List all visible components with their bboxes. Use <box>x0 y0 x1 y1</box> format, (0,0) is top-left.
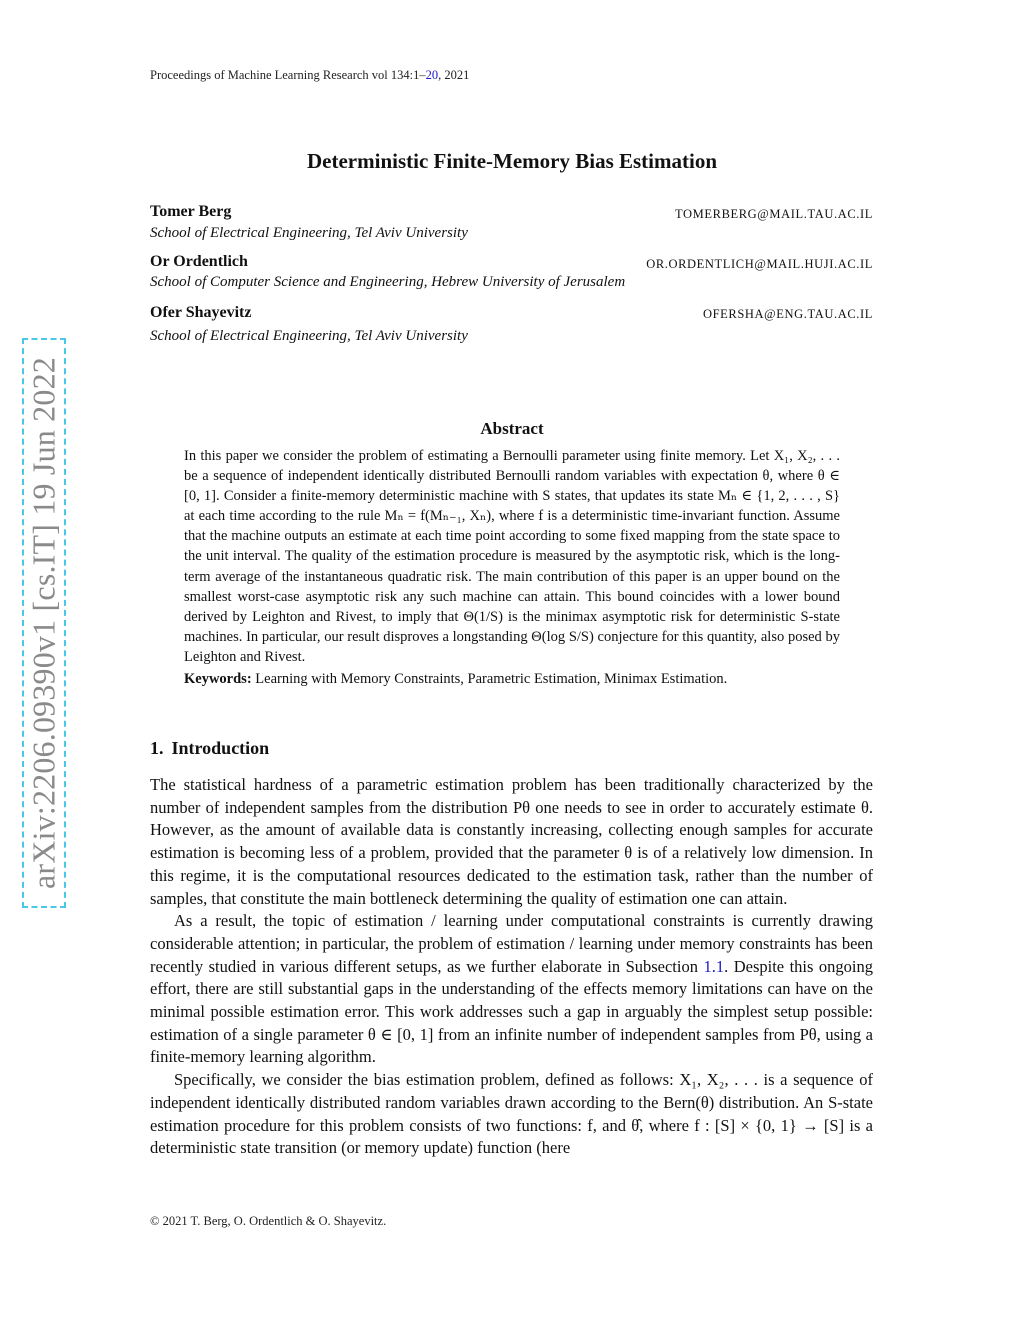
author-email: OFERSHA@ENG.TAU.AC.IL <box>703 307 873 321</box>
paragraph: The statistical hardness of a parametric estimation problem has been traditionally characterized by the number of independent samples from the distribution Pθ one needs to see in order to accurately estimate θ. However, as the amount of available data is constantly increasing, collecting enough samples for accurate estimation is becoming less of a problem, provided that the parameter θ is of a relatively low dimension. In this regime, it is the computational resources dedicated to the estimation task, rather than the number of samples, that constitute the main bottleneck determining the quality of estimation one can attain. <box>150 775 873 908</box>
section-heading <box>150 738 269 759</box>
author-email: OR.ORDENTLICH@MAIL.HUJI.AC.IL <box>646 257 873 271</box>
last-page-link[interactable]: 20 <box>425 68 439 82</box>
introduction-body <box>150 774 873 1160</box>
abstract-heading: Abstract <box>480 419 544 438</box>
author-name: Tomer Berg <box>150 203 232 220</box>
keywords-label: Keywords: <box>184 671 252 688</box>
paragraph-text: . Despite this ongoing effort, there are still substantial gaps in the understanding of the effects memory limitations can have on the minimal possible estimation error. This work addresses such a gap in arguably the simplest setup possible: estimation of a single parameter θ ∈ [0, 1] from an infinite number of independent samples from Pθ, using a finite-memory learning algorithm. <box>150 956 873 1067</box>
header-prefix: Proceedings of Machine Learning Research vol 134:1– <box>150 68 426 82</box>
author-affiliation: School of Electrical Engineering, Tel Aviv University <box>150 328 468 344</box>
author-email: TOMERBERG@MAIL.TAU.AC.IL <box>675 207 873 221</box>
author-affiliation: School of Computer Science and Engineering, Hebrew University of Jerusalem <box>150 274 626 290</box>
paragraph-text: As a result, the topic of estimation / learning under computational constraints is currently drawing considerable attention; in particular, the problem of estimation / learning under memory constraints has been recently studied in various different setups, as we further elaborate in Subsection <box>150 911 873 976</box>
author-affiliation: School of Electrical Engineering, Tel Aviv University <box>150 225 468 241</box>
header-suffix: , 2021 <box>438 68 470 82</box>
subsection-ref-link[interactable]: 1.1 <box>703 956 725 976</box>
author-name: Ofer Shayevitz <box>150 304 252 321</box>
keywords-text: Learning with Memory Constraints, Parametric Estimation, Minimax Estimation. <box>255 671 728 688</box>
arxiv-identifier: arXiv:2206.09390v1 [cs.IT] 19 Jun 2022 <box>25 357 62 889</box>
abstract-block <box>184 446 840 689</box>
section-number: 1. <box>150 738 164 758</box>
section-title: Introduction <box>171 738 270 758</box>
paragraph: Specifically, we consider the bias estimation problem, defined as follows: X₁, X₂, . . . is a sequence of independent identically distributed random variables drawn according to the Bern(θ) distribution. An S-state estimation procedure for this problem consists of two functions: f, and θ̂, where f : [S] × {0, 1} → [S] is a deterministic state transition (or memory update) function (here <box>150 1070 873 1158</box>
copyright-footer: © 2021 T. Berg, O. Ordentlich & O. Shayevitz. <box>150 1214 387 1228</box>
running-header <box>150 68 469 83</box>
paper-title: Deterministic Finite-Memory Bias Estimation <box>307 149 717 173</box>
abstract-text: In this paper we consider the problem of estimating a Bernoulli parameter using finite memory. Let X₁, X₂, . . . be a sequence of independent identically distributed Bernoulli random variables with expectation θ, where θ ∈ [0, 1]. Consider a finite-memory deterministic machine with S states, that updates its state Mₙ ∈ {1, 2, . . . , S} at each time according to the rule Mₙ = f(Mₙ₋₁, Xₙ), where f is a deterministic time-invariant function. Assume that the machine outputs an estimate at each time point according to some fixed mapping from the state space to the unit interval. The quality of the estimation procedure is measured by the asymptotic risk, which is the long-term average of the instantaneous quadratic risk. The main contribution of this paper is an upper bound on the smallest worst-case asymptotic risk any such machine can attain. This bound coincides with a lower bound derived by Leighton and Rivest, to imply that Θ(1/S) is the minimax asymptotic risk for deterministic S-state machines. In particular, our result disproves a longstanding Θ(log S/S) conjecture for this quantity, also posed by Leighton and Rivest. <box>184 448 840 665</box>
keywords-line <box>184 669 840 689</box>
paragraph <box>150 910 873 1069</box>
author-name: Or Ordentlich <box>150 253 248 270</box>
